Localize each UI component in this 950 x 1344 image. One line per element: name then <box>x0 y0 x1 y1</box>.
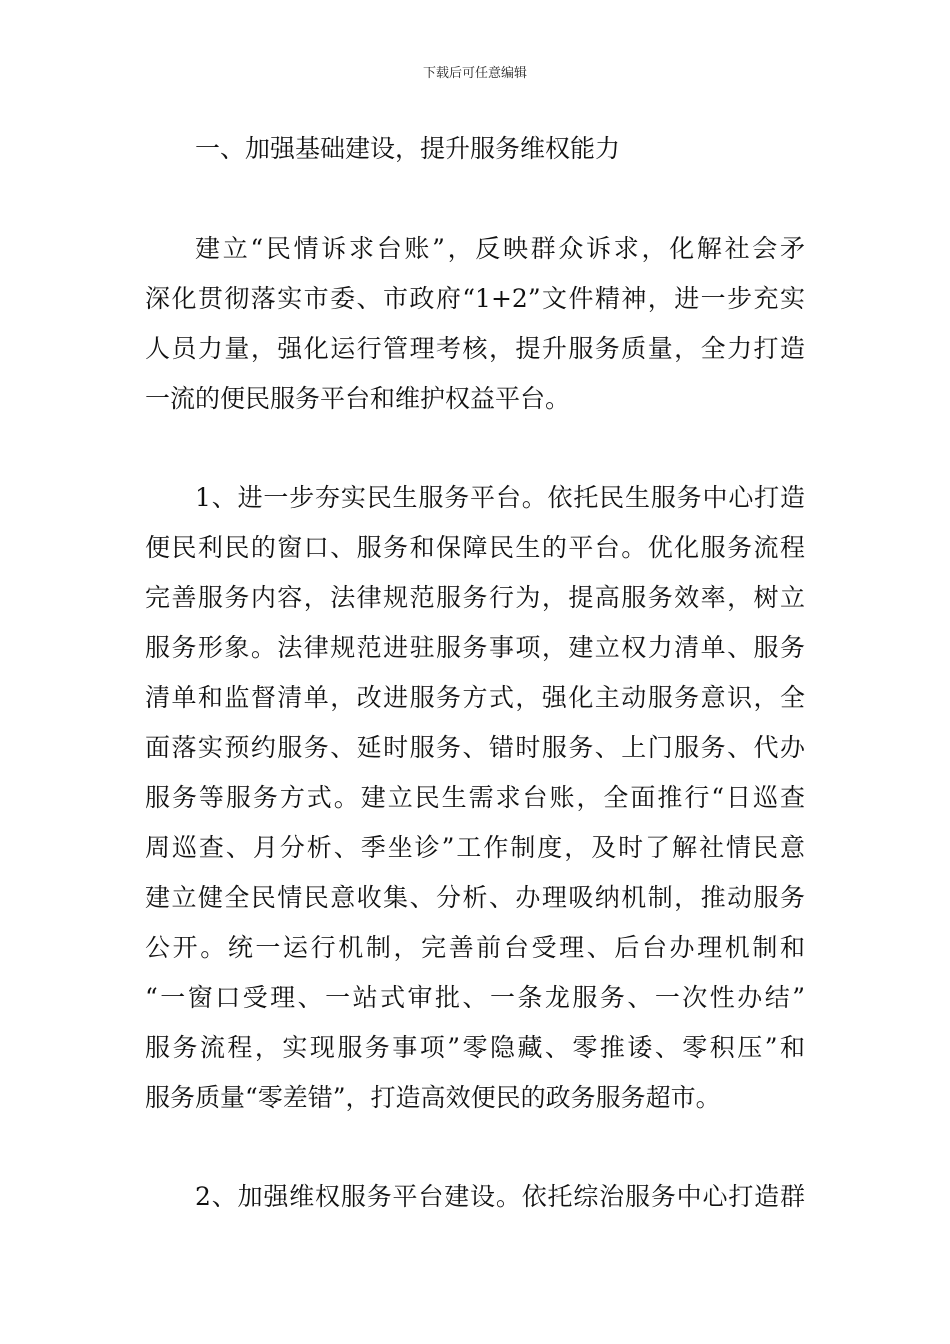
paragraph-2-line: 清单和监督清单，改进服务方式，强化主动服务意识，全 <box>145 683 805 712</box>
paragraph-1-line: 一流的便民服务平台和维护权益平台。 <box>145 384 571 413</box>
section-heading: 一、加强基础建设，提升服务维权能力 <box>195 134 621 163</box>
paragraph-2-line: 服务形象。法律规范进驻服务事项，建立权力清单、服务 <box>145 633 805 662</box>
paragraph-2-line: 完善服务内容，法律规范服务行为，提高服务效率，树立 <box>145 583 805 612</box>
paragraph-2-line: 服务等服务方式。建立民生需求台账，全面推行“日巡查 <box>145 783 805 812</box>
paragraph-1-line: 建立“民情诉求台账”，反映群众诉求，化解社会矛 <box>195 234 805 263</box>
paragraph-2-line: 面落实预约服务、延时服务、错时服务、上门服务、代办 <box>145 733 805 762</box>
paragraph-2-line: 服务流程，实现服务事项”零隐藏、零推诿、零积压”和 <box>145 1033 805 1062</box>
paragraph-1-line: 人员力量，强化运行管理考核，提升服务质量，全力打造 <box>145 334 805 363</box>
paragraph-2-line: “一窗口受理、一站式审批、一条龙服务、一次性办结” <box>145 983 805 1012</box>
paragraph-2-line: 便民利民的窗口、服务和保障民生的平台。优化服务流程 <box>145 533 805 562</box>
paragraph-1-line: 深化贯彻落实市委、市政府“1+2”文件精神，进一步充实 <box>145 284 805 313</box>
paragraph-2-line: 1、进一步夯实民生服务平台。依托民生服务中心打造 <box>195 483 805 512</box>
paragraph-2-line: 周巡查、月分析、季坐诊”工作制度，及时了解社情民意 <box>145 833 805 862</box>
paragraph-2-line: 公开。统一运行机制，完善前台受理、后台办理机制和 <box>145 933 805 962</box>
paragraph-2-line: 建立健全民情民意收集、分析、办理吸纳机制，推动服务 <box>145 883 805 912</box>
paragraph-2-line: 服务质量“零差错”，打造高效便民的政务服务超市。 <box>145 1083 721 1112</box>
paragraph-3-line: 2、加强维权服务平台建设。依托综治服务中心打造群 <box>195 1182 805 1211</box>
header-note: 下载后可任意编辑 <box>422 66 527 81</box>
